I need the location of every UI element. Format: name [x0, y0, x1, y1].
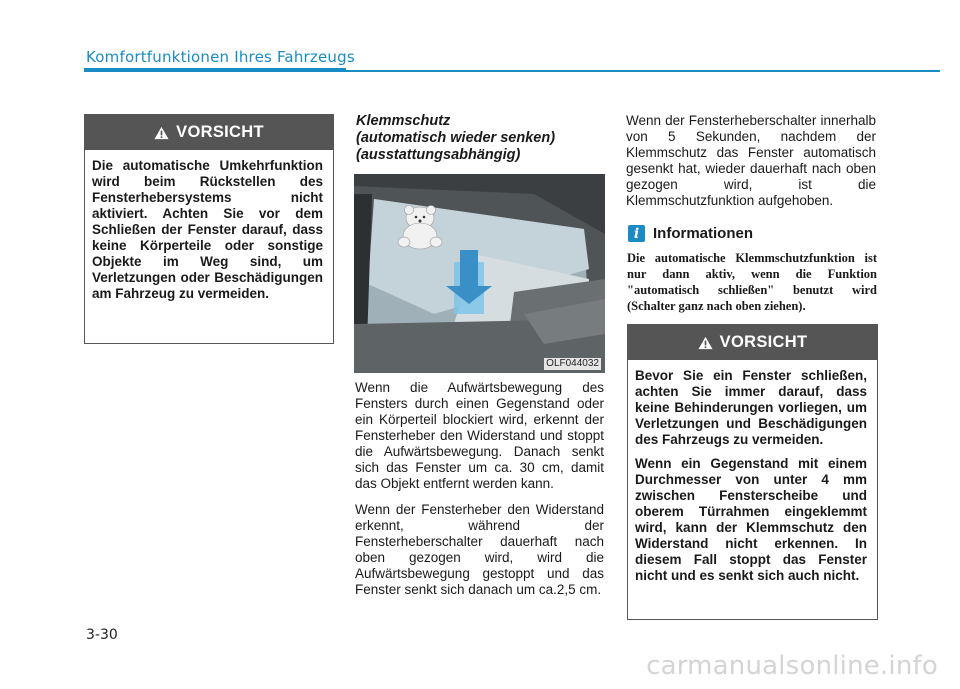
- header-title: Komfortfunktionen Ihres Fahrzeugs: [86, 48, 355, 66]
- body-paragraph: Wenn der Fensterheberschalter innerhalb von 5 Sekunden, nachdem der Klemmschutz das Fenster automatisch gesenkt hat, wieder dauerhaft nach oben gezogen wird, ist die Klemmschutzfunktion aufgehoben.: [626, 113, 876, 208]
- info-text: Die automatische Klemmschutzfunktion ist nur dann aktiv, wenn die Funktion "automatisch schließen" benutzt wird (Schalter ganz nach oben ziehen).: [627, 251, 877, 313]
- window-illustration: [354, 174, 605, 373]
- section-heading: [356, 113, 606, 164]
- info-header: [628, 225, 753, 242]
- warning-icon: [698, 336, 713, 350]
- caution-heading: VORSICHT: [176, 123, 264, 141]
- body-paragraph: Wenn der Fensterheber den Widerstand erkennt, während der Fensterheberschalter dauerhaft nach oben gezogen wird, wird die Aufwärtsbewegung gestoppt und das Fenster senkt sich danach um ca.2,5 cm.: [355, 502, 604, 597]
- caution-header: [85, 115, 333, 150]
- warning-icon: [154, 126, 169, 140]
- right-text-column: [626, 113, 876, 219]
- section-heading-line: Klemmschutz: [356, 113, 451, 129]
- caution-box-right: [627, 324, 878, 620]
- section-heading-line: (ausstattungsabhängig): [356, 147, 521, 163]
- caution-text: Die automatische Umkehrfunktion wird beim Rückstellen des Fensterhebersystems nicht aktiviert. Achten Sie vor dem Schließen der Fenster darauf, dass keine Körperteile oder sonstige Objekte im Weg sind, um Verletzungen oder Beschädigungen am Fahrzeug zu vermeiden.: [92, 158, 323, 301]
- caution-text: Bevor Sie ein Fenster schließen, achten Sie immer darauf, dass keine Behinderungen vorliegen, um Verletzungen und Beschädigungen des Fahrzeugs zu vermeiden.: [635, 368, 867, 447]
- section-heading-line: (automatisch wieder senken): [356, 130, 556, 146]
- page-number: 3-30: [86, 627, 118, 643]
- info-title: Informationen: [653, 225, 753, 242]
- image-code: OLF044032: [546, 358, 599, 369]
- info-icon: i: [628, 225, 645, 242]
- caution-text: Wenn ein Gegenstand mit einem Durchmesser von unter 4 mm zwischen Fensterscheibe und oberem Türrahmen eingeklemmt wird, kann der Klemmschutz den Widerstand nicht erkennen. In diesem Fall stoppt das Fenster nicht und es senkt sich auch nicht.: [635, 456, 867, 583]
- body-paragraph: Wenn die Aufwärtsbewegung des Fensters durch einen Gegenstand oder ein Körperteil blockiert wird, erkennt der Fensterheber den Widerstand und stoppt die Aufwärtsbewegung. Danach senkt sich das Fenster um ca. 30 cm, damit das Objekt entfernt werden kann.: [355, 380, 604, 491]
- caution-header: [628, 325, 877, 360]
- watermark: carmanualsonline.info: [646, 651, 938, 681]
- header-rule-thin: [346, 70, 940, 72]
- header-rule-thick: [84, 68, 346, 72]
- caution-box-left: [84, 114, 334, 344]
- main-text-column: [355, 380, 604, 608]
- window-illustration-svg: [354, 174, 605, 373]
- caution-heading: VORSICHT: [719, 333, 808, 351]
